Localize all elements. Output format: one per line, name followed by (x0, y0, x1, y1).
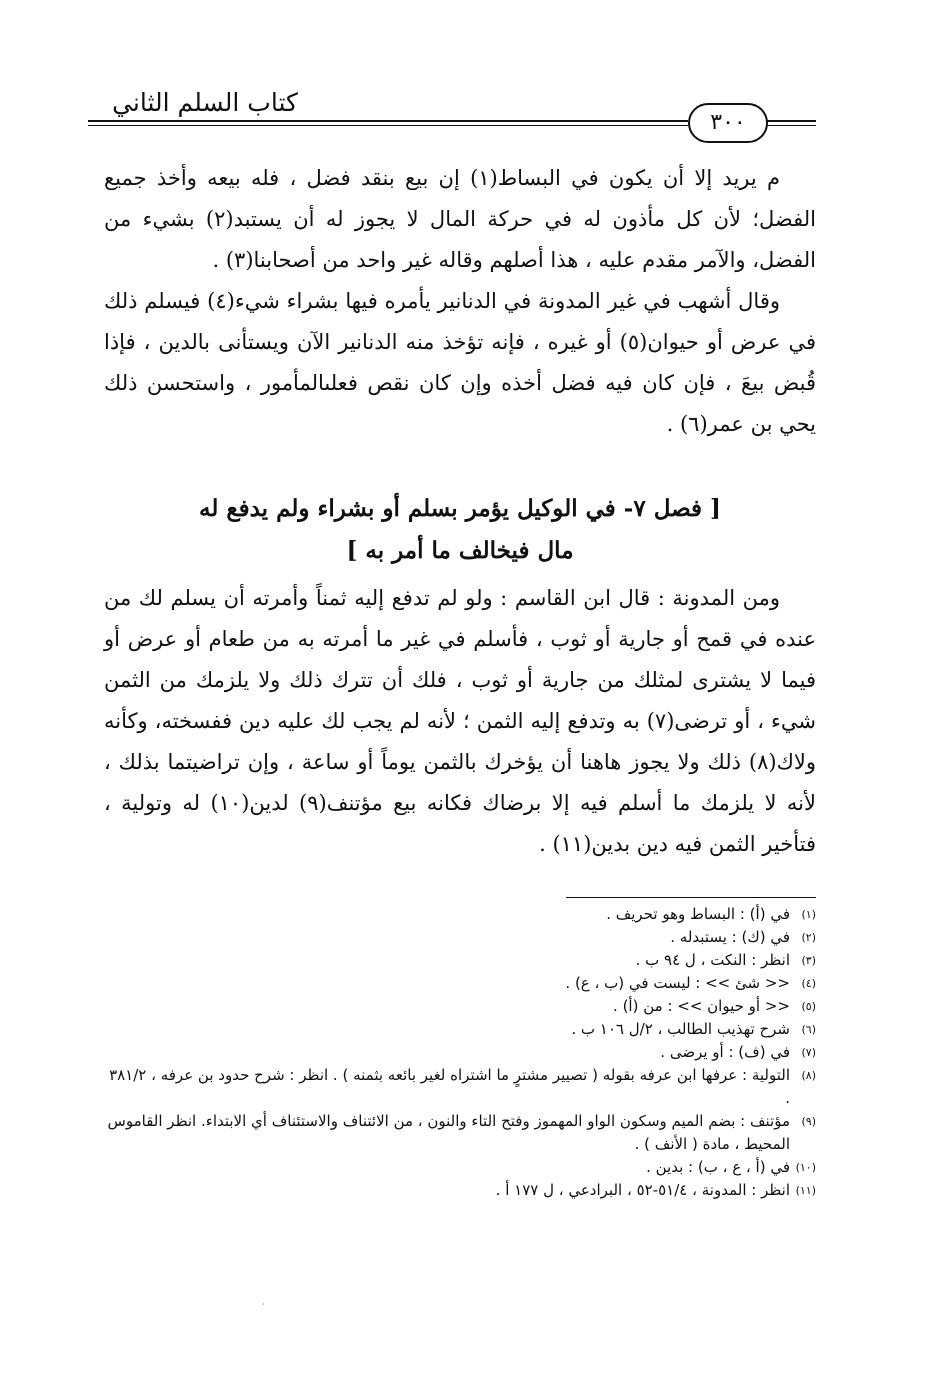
paragraph: وقال أشهب في غير المدونة في الدنانير يأمره فيها بشراء شيء(٤) فيسلم ذلك في عرض أو حيوان(٥) أو غيره ، فإنه تؤخذ منه الدنانير الآن ويستأنى بالدين ، فإذا قُبض بيعَ ، فإن كان فيه فضل أخذه وإن كان نقص فعلىالمأمور ، واستحسن ذلك يحي بن عمر(٦) . (104, 289, 816, 436)
section-heading (104, 488, 816, 572)
footnote-number: (٥) (801, 1000, 816, 1013)
footnote (104, 949, 816, 972)
section-text (104, 578, 816, 865)
scan-speck: · (262, 1300, 265, 1309)
paragraph: ومن المدونة : قال ابن القاسم : ولو لم تدفع إليه ثمناً وأمرته أن يسلم لك من عنده في قمح أو جارية أو ثوب ، فأسلم في غير ما أمرته به من طعام أو عرض أو فيما لا يشترى لمثلك من جارية أو ثوب ، فلك أن تترك ذلك ولا يلزمك من الثمن شيء ، أو ترضى(٧) به وتدفع إليه الثمن ؛ لأنه لم يجب لك عليه دين ففسخته، وكأنه ولاك(٨) ذلك ولا يجوز هاهنا أن يؤخرك بالثمن يوماً أو ساعة ، وإن تراضيتما بذلك ، لأنه لا يلزمك ما أسلم فيه إلا برضاك فكانه بيع مؤتنف(٩) لدين(١٠) له وتولية ، فتأخير الثمن فيه دين بدين(١١) . (104, 586, 816, 856)
footnotes (104, 903, 816, 1202)
footnote-number: (٦) (801, 1023, 816, 1036)
footnote-number: (٤) (801, 977, 816, 990)
paragraph: م يريد إلا أن يكون في البساط(١) إن بيع بنقد فضل ، فله بيعه وأخذ جميع الفضل؛ لأن كل مأذون له في حركة المال لا يجوز له أن يستبد(٢) بشيء من الفضل، والآمر مقدم عليه ، هذا أصلهم وقاله غير واحد من أصحابنا(٣) . (104, 166, 817, 272)
footnote (104, 1110, 816, 1156)
footnote-number: (٧) (801, 1046, 816, 1059)
heading-line: مال فيخالف ما أمر به ] (346, 537, 574, 564)
footnote-rule (566, 897, 816, 898)
footnote-text: التولية : عرفها ابن عرفه بقوله ( تصيير مشترٍ ما اشتراه لغير بائعه بثمنه ) . انظر : شرح حدود بن عرفه ، ٣٨١/٢ . (109, 1066, 790, 1107)
footnote (104, 995, 816, 1018)
footnote-text: << شئ >> : ليست في (ب ، ع) . (565, 974, 790, 992)
heading-line: [ فصل ٧- في الوكيل يؤمر بسلم أو بشراء ولم يدفع له (199, 495, 721, 522)
footnote-number: (٨) (801, 1069, 816, 1082)
footnote-text: انظر : المدونة ، ٥١/٤-٥٢ ، البرادعي ، ل ١٧٧ أ . (495, 1181, 790, 1199)
footnote-text: في (أ) : البساط وهو تحريف . (606, 905, 790, 923)
page-number: ٣٠٠ (688, 103, 768, 143)
footnote-number: (٣) (801, 954, 816, 967)
footnote (104, 972, 816, 995)
header-rule (88, 125, 688, 126)
footnote-text: شرح تهذيب الطالب ، ٢/ل ١٠٦ ب . (571, 1020, 790, 1038)
footnote-text: في (ك) : يستبدله . (670, 928, 790, 946)
footnote-number: (٢) (801, 931, 816, 944)
footnote (104, 1156, 816, 1179)
footnote-text: مؤتنف : بضم الميم وسكون الواو المهموز وفتح التاء والنون ، من الائتناف والاستئناف أي الابتداء. انظر القاموس المحيط ، مادة ( الأنف ) . (107, 1112, 790, 1153)
footnote (104, 1064, 816, 1110)
footnote-text: << أو حيوان >> : من (أ) . (613, 997, 790, 1015)
footnote (104, 926, 816, 949)
book-title: كتاب السلم الثاني (112, 88, 298, 117)
footnote (104, 1179, 816, 1202)
footnote-text: في (ف) : أو يرضى . (660, 1043, 790, 1061)
footnote-text: انظر : النكت ، ل ٩٤ ب . (635, 951, 790, 969)
footnote-number: (١١) (795, 1184, 816, 1197)
footnote-text: في (أ ، ع ، ب) : بدين . (646, 1158, 790, 1176)
footnote (104, 1018, 816, 1041)
main-text (104, 158, 816, 445)
footnote (104, 903, 816, 926)
footnote-number: (٩) (801, 1115, 816, 1128)
footnote-number: (١٠) (795, 1161, 816, 1174)
header-rule (764, 125, 816, 126)
footnote-number: (١) (801, 908, 816, 921)
header-rule (764, 120, 816, 122)
header-rule (88, 120, 688, 122)
footnote (104, 1041, 816, 1064)
